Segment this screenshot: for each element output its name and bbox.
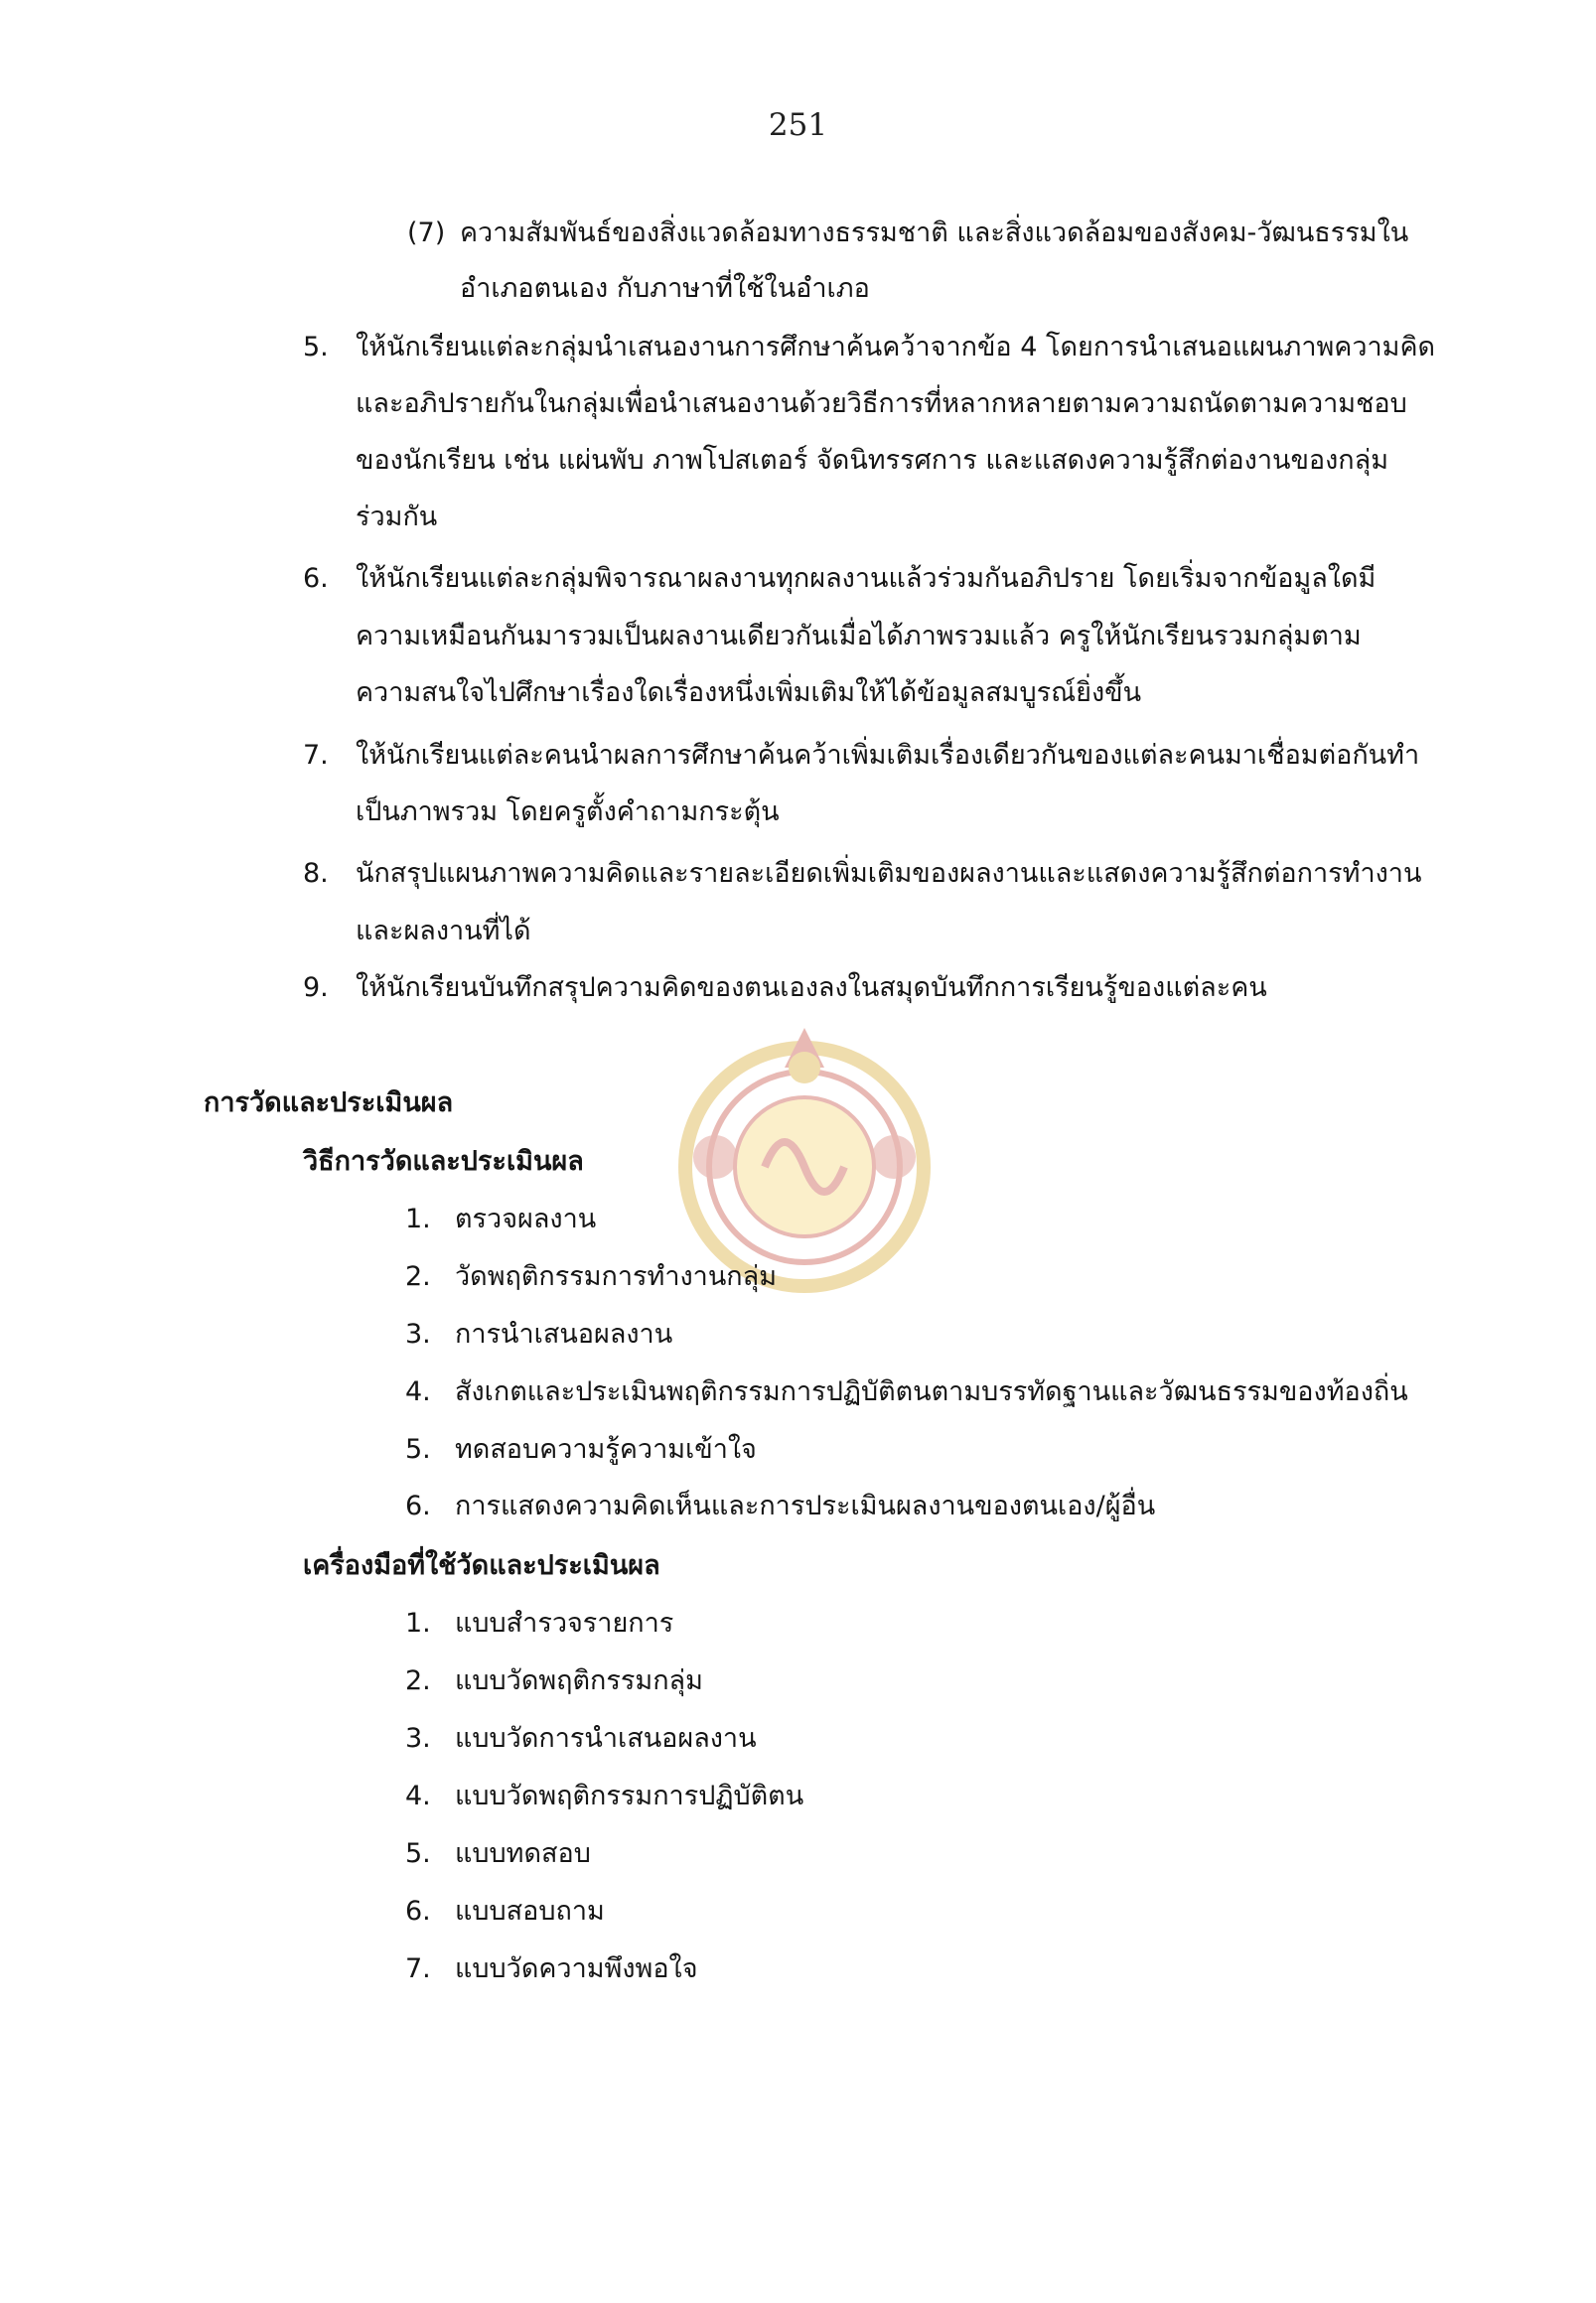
activity-item-line: เป็นภาพรวม โดยครูตั้งคำถามกระตุ้น [356, 796, 780, 827]
tool-item-text: แบบสำรวจรายการ [455, 1608, 674, 1639]
activity-item-line: และผลงานที่ได้ [356, 916, 531, 946]
activity-item-line: อำเภอตนเอง กับภาษาที่ใช้ในอำเภอ [460, 273, 870, 304]
tool-item-number: 2. [405, 1665, 431, 1696]
method-item-number: 4. [405, 1376, 431, 1407]
activity-item-number: 5. [303, 332, 329, 362]
activity-item-line: ความเหมือนกันมารวมเป็นผลงานเดียวกันเมื่อได้ภาพรวมแล้ว ครูให้นักเรียนรวมกลุ่มตาม [356, 621, 1362, 651]
activity-item-line: ความสนใจไปศึกษาเรื่องใดเรื่องหนึ่งเพิ่มเติมให้ได้ข้อมูลสมบูรณ์ยิ่งขึ้น [356, 677, 1142, 708]
tool-item-number: 7. [405, 1953, 431, 1984]
activity-item-line: ให้นักเรียนแต่ละกลุ่มพิจารณาผลงานทุกผลงานแล้วร่วมกันอภิปราย โดยเริ่มจากข้อมูลใดมี [356, 563, 1377, 594]
tool-item-number: 5. [405, 1838, 431, 1869]
tool-item-text: แบบทดสอบ [455, 1838, 591, 1869]
section-heading: การวัดและประเมินผล [204, 1087, 454, 1118]
method-item-number: 5. [405, 1434, 431, 1465]
method-item-text: ตรวจผลงาน [455, 1204, 597, 1234]
method-item-text: ทดสอบความรู้ความเข้าใจ [455, 1434, 757, 1465]
method-item-text: สังเกตและประเมินพฤติกรรมการปฏิบัติตนตามบรรทัดฐานและวัฒนธรรมของท้องถิ่น [455, 1376, 1408, 1407]
activity-item-number: 9. [303, 972, 329, 1003]
tools-heading: เครื่องมือที่ใช้วัดและประเมินผล [303, 1550, 660, 1581]
method-item-text: การแสดงความคิดเห็นและการประเมินผลงานของตนเอง/ผู้อื่น [455, 1491, 1156, 1521]
tool-item-text: แบบวัดพฤติกรรมการปฏิบัติตน [455, 1781, 804, 1811]
activity-item-line: ความสัมพันธ์ของสิ่งแวดล้อมทางธรรมชาติ และสิ่งแวดล้อมของสังคม-วัฒนธรรมใน [460, 217, 1409, 248]
method-item-text: วัดพฤติกรรมการทำงานกลุ่ม [455, 1261, 777, 1292]
activity-item-number: 7. [303, 740, 329, 771]
activity-item-line: นักสรุปแผนภาพความคิดและรายละเอียดเพิ่มเติมของผลงานและแสดงความรู้สึกต่อการทำงาน [356, 858, 1422, 889]
method-item-number: 3. [405, 1319, 431, 1350]
method-item-number: 1. [405, 1204, 431, 1234]
method-item-number: 2. [405, 1261, 431, 1292]
tool-item-text: แบบวัดการนำเสนอผลงาน [455, 1723, 757, 1754]
activity-item-number: 6. [303, 563, 329, 594]
tool-item-text: แบบสอบถาม [455, 1896, 605, 1927]
method-item-text: การนำเสนอผลงาน [455, 1319, 673, 1350]
tool-item-number: 3. [405, 1723, 431, 1754]
activity-item-line: ให้นักเรียนแต่ละกลุ่มนำเสนองานการศึกษาค้นคว้าจากข้อ 4 โดยการนำเสนอแผนภาพความคิด [356, 332, 1436, 362]
activity-item-line: และอภิปรายกันในกลุ่มเพื่อนำเสนองานด้วยวิธีการที่หลากหลายตามความถนัดตามความชอบ [356, 388, 1407, 419]
page-number: 251 [768, 107, 828, 143]
activity-item-line: ให้นักเรียนบันทึกสรุปความคิดของตนเองลงในสมุดบันทึกการเรียนรู้ของแต่ละคน [356, 972, 1267, 1003]
method-item-number: 6. [405, 1491, 431, 1521]
tool-item-text: แบบวัดความพึงพอใจ [455, 1953, 698, 1984]
activity-item-line: ร่วมกัน [356, 502, 438, 532]
tool-item-number: 4. [405, 1781, 431, 1811]
activity-item-number: 8. [303, 858, 329, 889]
tool-item-number: 6. [405, 1896, 431, 1927]
activity-item-line: ของนักเรียน เช่น แผ่นพับ ภาพโปสเตอร์ จัดนิทรรศการ และแสดงความรู้สึกต่องานของกลุ่ม [356, 445, 1388, 476]
tool-item-number: 1. [405, 1608, 431, 1639]
methods-heading: วิธีการวัดและประเมินผล [303, 1146, 584, 1177]
activity-item-line: ให้นักเรียนแต่ละคนนำผลการศึกษาค้นคว้าเพิ่มเติมเรื่องเดียวกันของแต่ละคนมาเชื่อมต่อกันทำ [356, 740, 1420, 771]
activity-item-number: (7) [407, 217, 446, 248]
tool-item-text: แบบวัดพฤติกรรมกลุ่ม [455, 1665, 703, 1696]
